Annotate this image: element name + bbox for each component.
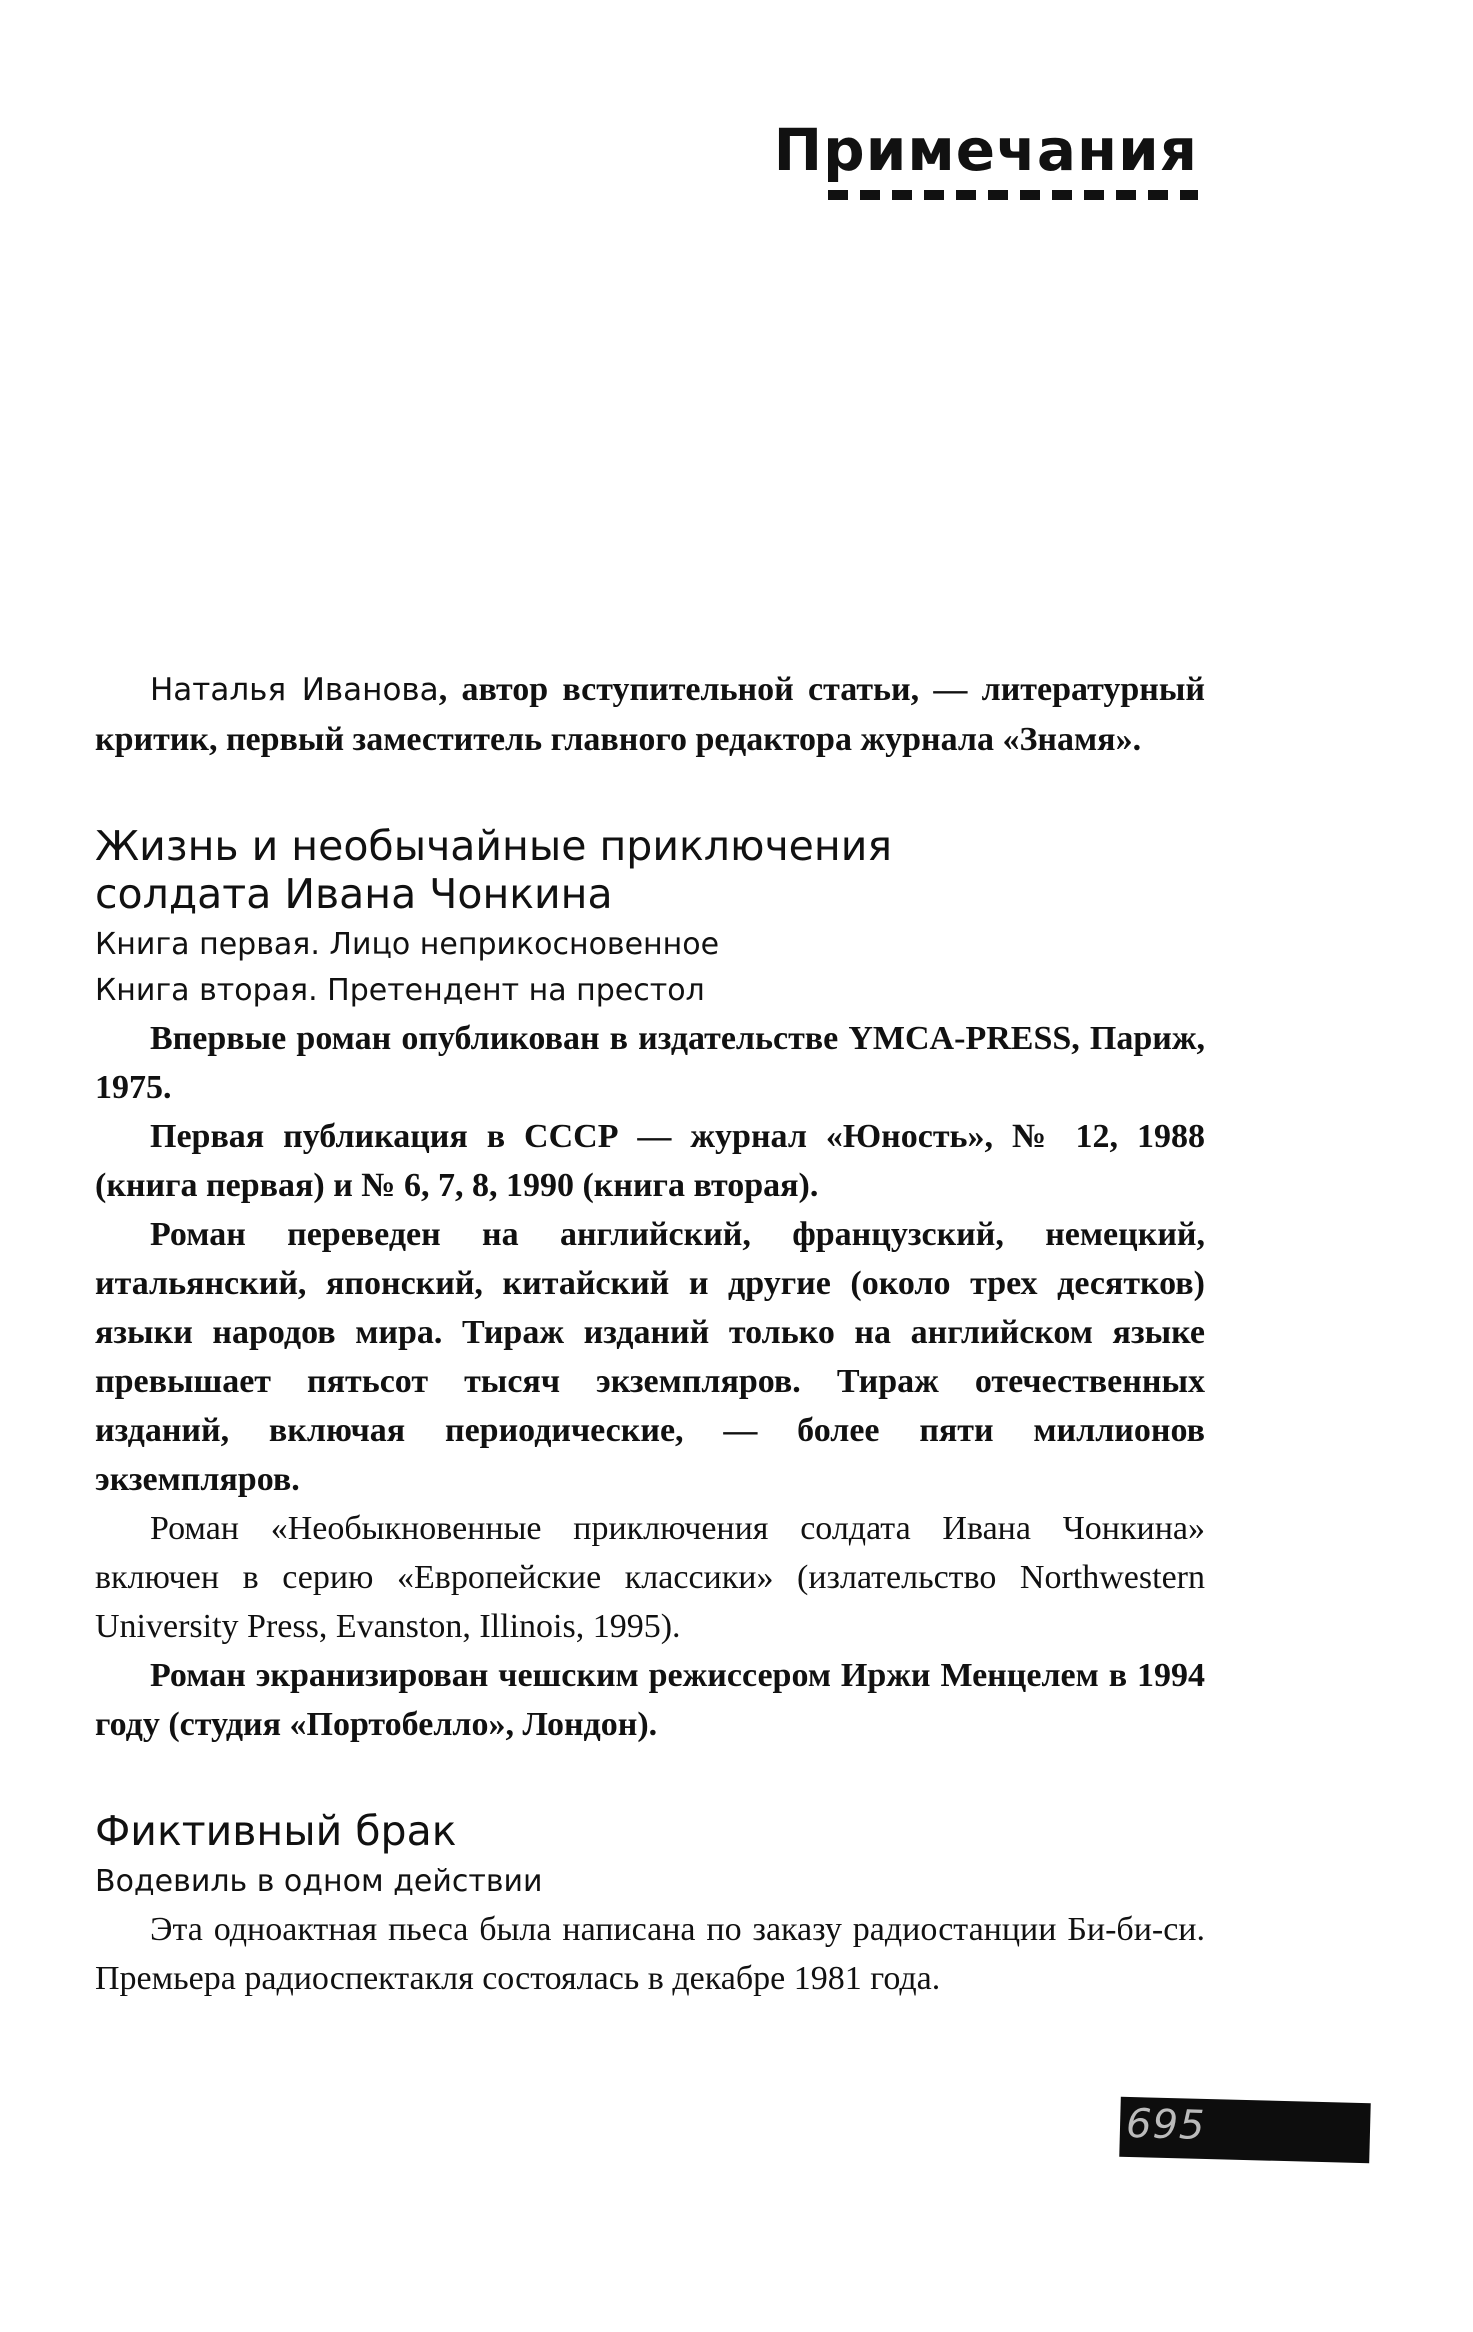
intro-paragraph (95, 665, 1205, 764)
section-subtitle: Книга первая. Лицо неприкосновенное (95, 927, 720, 962)
section-paragraph: Роман «Необыкновенные приключения солдата Ивана Чонкина» включен в серию «Европейские классики» (излательство Northwestern University Press, Evanston, Illinois, 1995). (95, 1510, 1205, 1645)
section-subtitle: Книга вторая. Претендент на престол (95, 973, 705, 1008)
section-subtitle: Водевиль в одном действии (95, 1864, 543, 1899)
heading-dashed-underline (828, 190, 1198, 200)
notes-content (95, 665, 1205, 2003)
page-title: Примечания (773, 116, 1198, 184)
section-title-line: солдата Ивана Чонкина (95, 870, 613, 918)
section-paragraph: Эта одноактная пьеса была написана по заказу радиостанции Би-би-си. Премьера радиоспектакля состоялась в декабре 1981 года. (95, 1911, 1205, 1997)
section-paragraph: Роман переведен на английский, французский, немецкий, итальянский, японский, китайский и другие (около трех десятков) языки народов мира. Тираж изданий только на английском языке превышает пятьсот тысяч экземпляров. Тираж отечественных изданий, включая периодические, — более пяти миллионов экземпляров. (95, 1216, 1205, 1498)
intro-author-name: Наталья Иванова (150, 672, 439, 708)
section-paragraph: Роман экранизирован чешским режиссером Иржи Менцелем в 1994 году (студия «Портобелло», Лондон). (95, 1657, 1205, 1743)
page-number-tab (1119, 2097, 1370, 2164)
section-title-line: Фиктивный брак (95, 1807, 457, 1855)
section-fiktivnyi-brak (95, 1807, 1205, 2003)
section-paragraph: Первая публикация в СССР — журнал «Юность», № 12, 1988 (книга первая) и № 6, 7, 8, 1990 (книга вторая). (95, 1118, 1205, 1204)
page-number: 695 (1125, 2100, 1207, 2149)
intro-text: , автор вступительной статьи, — литературный критик, первый заместитель главного редактора журнала «Знамя». (95, 671, 1206, 758)
section-title-line: Жизнь и необычайные приключения (95, 822, 893, 870)
page-heading (774, 110, 1198, 200)
section-paragraph: Впервые роман опубликован в издательстве YMCA-PRESS, Париж, 1975. (95, 1020, 1205, 1106)
section-chonkin (95, 822, 1205, 1749)
